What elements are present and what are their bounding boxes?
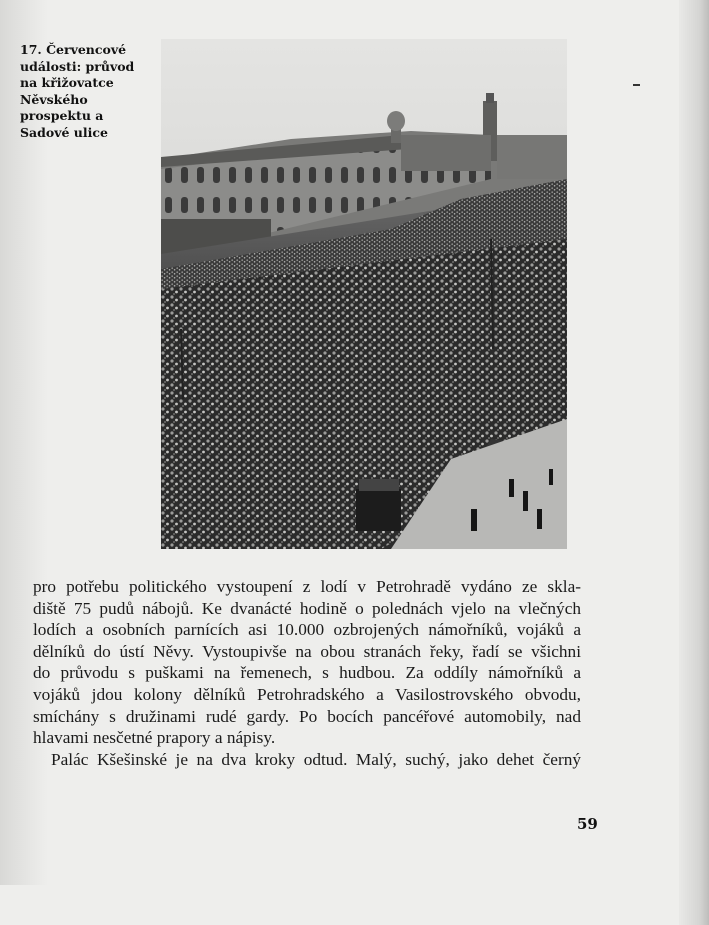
caption-line: 17. Červencové	[20, 42, 127, 57]
text-line: do průvodu s puškami na řemenech, s hudbou. Za oddíly námořníků a	[33, 663, 581, 683]
text-line: vojáků jdou kolony dělníků Petrohradského a Vasilostrovského obvodu,	[33, 684, 581, 704]
caption-line: Sadové ulice	[20, 124, 108, 140]
caption-line: na křižovatce	[20, 75, 114, 90]
text-line: diště 75 pudů nábojů. Ke dvanácté hodině o polednách vjelo na vlečných	[33, 598, 581, 618]
page-shadow-right	[679, 0, 709, 925]
text-line: Palác Kšešinské je na dva kroky odtud. Malý, suchý, jako dehet černý	[51, 749, 581, 769]
text-line: dělníků do ústí Něvy. Vystoupivše na obou stranách řeky, řadí se všichni	[33, 641, 581, 661]
text-line: pro potřebu politického vystoupení z lodí v Petrohradě vydáno ze skla-	[33, 577, 581, 596]
margin-mark	[633, 84, 640, 86]
text-line: hlavami nesčetné prapory a nápisy.	[33, 728, 276, 748]
figure-caption	[20, 42, 148, 141]
text-line: smíchány s družinami rudé gardy. Po bocích pancéřové automobily, nad	[33, 706, 581, 726]
caption-line: prospektu a	[20, 108, 104, 123]
caption-line: Něvského	[20, 91, 88, 107]
caption-line: události: průvod	[20, 58, 135, 74]
crowd-photo-illustration	[161, 39, 567, 549]
body-text	[33, 576, 581, 770]
text-line: lodích a osobních parnících asi 10.000 ozbrojených námořníků, vojáků a	[33, 620, 581, 640]
page-number: 59	[577, 815, 598, 833]
historical-photograph	[161, 39, 567, 549]
